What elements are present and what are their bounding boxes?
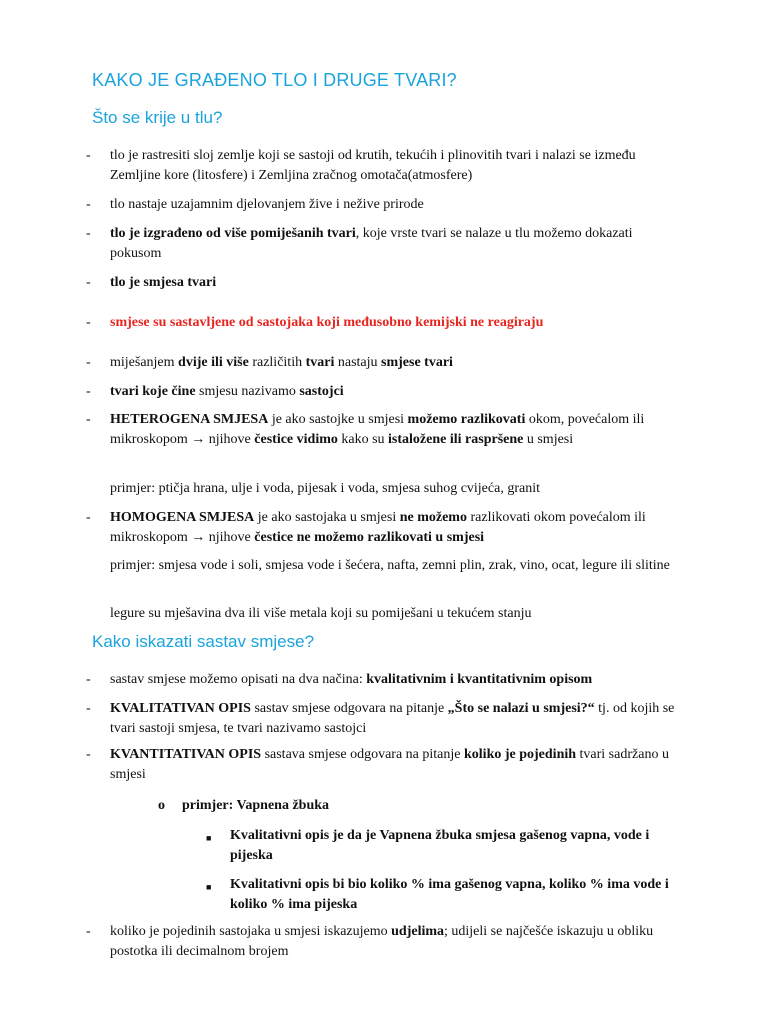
item-text bbox=[110, 382, 686, 402]
item-text: tlo nastaje uzajamnim djelovanjem žive i nežive prirode bbox=[110, 197, 424, 212]
dash-bullet: - bbox=[86, 672, 91, 687]
bold-phrase: tvari koje čine bbox=[110, 384, 196, 399]
list-item bbox=[86, 922, 686, 962]
item-text bbox=[110, 745, 686, 785]
dash-bullet: - bbox=[86, 197, 91, 212]
dash-bullet: - bbox=[86, 412, 91, 427]
item-text bbox=[110, 699, 686, 739]
text-run: tj. od kojih se tvari sastoji smjesa, te tvari nazivamo sastojci bbox=[110, 701, 675, 736]
bold-phrase: „Što se nalazi u smjesi?“ bbox=[447, 701, 595, 716]
bold-phrase: čestice vidimo bbox=[254, 432, 338, 447]
section-heading-sastav: Kako iskazati sastav smjese? bbox=[92, 632, 315, 651]
item-text bbox=[110, 922, 686, 962]
term-kvantitativan: KVANTITATIVAN OPIS bbox=[110, 747, 262, 762]
list-item bbox=[86, 353, 686, 373]
item-text bbox=[110, 670, 686, 690]
page-title: KAKO JE GRAĐENO TLO I DRUGE TVARI? bbox=[92, 70, 457, 90]
dash-bullet: - bbox=[86, 924, 91, 939]
text-run: okom, povećalom ili mikroskopom bbox=[110, 412, 645, 447]
text-run: u smjesi bbox=[523, 432, 574, 447]
text-run: njihove bbox=[205, 432, 255, 447]
text-run: sastav smjese odgovara na pitanje bbox=[250, 701, 448, 716]
sub-list-item bbox=[158, 796, 678, 816]
term-kvalitativan: KVALITATIVAN OPIS bbox=[110, 701, 251, 716]
square-bullet: ■ bbox=[206, 882, 212, 892]
text-run: je ako sastojaka u smjesi bbox=[254, 510, 400, 525]
item-text bbox=[110, 410, 686, 450]
list-item bbox=[86, 195, 686, 215]
item-text bbox=[110, 508, 686, 548]
dash-bullet: - bbox=[86, 226, 91, 241]
item-text bbox=[110, 353, 686, 373]
text-run: kako su bbox=[337, 432, 389, 447]
arrow-right-icon: → bbox=[191, 530, 206, 545]
term-homogena: HOMOGENA SMJESA bbox=[110, 510, 255, 525]
list-item bbox=[86, 313, 686, 333]
item-text: Kvalitativni opis bi bio koliko % ima gašenog vapna, koliko % ima vode i koliko % ima pijeska bbox=[230, 877, 669, 912]
bold-phrase: tlo je smjesa tvari bbox=[110, 275, 217, 290]
item-text: primjer: Vapnena žbuka bbox=[182, 798, 330, 813]
dash-bullet: - bbox=[86, 701, 91, 716]
bold-phrase: dvije ili više bbox=[178, 355, 249, 370]
dash-bullet: - bbox=[86, 148, 91, 163]
list-item bbox=[86, 273, 686, 293]
text-run: sastav smjese možemo opisati na dva načina: bbox=[110, 672, 367, 687]
text-run: koliko je pojedinih sastojaka u smjesi iskazujemo bbox=[110, 924, 392, 939]
red-bold-phrase: smjese su sastavljene od sastojaka koji međusobno kemijski ne reagiraju bbox=[110, 315, 544, 330]
text-run: tvari sadržano u smjesi bbox=[110, 747, 669, 782]
bold-phrase: istaložene ili raspršene bbox=[388, 432, 524, 447]
list-item-homogena bbox=[86, 508, 686, 548]
item-text: tlo je rastresiti sloj zemlje koji se sastoji od krutih, tekućih i plinovitih tvari i nalazi se između Zemljine kore (litosfere) i Zemljina zračnog omotača(atmosfere) bbox=[110, 148, 636, 183]
list-item bbox=[86, 382, 686, 402]
bold-phrase: kvalitativnim i kvantitativnim opisom bbox=[366, 672, 593, 687]
text-run: razlikovati okom povećalom ili mikroskopom bbox=[110, 510, 646, 545]
item-text bbox=[110, 273, 686, 293]
item-text-rest: , koje vrste tvari se nalaze u tlu možemo dokazati pokusom bbox=[110, 226, 633, 261]
dash-bullet: - bbox=[86, 384, 91, 399]
bold-phrase: udjelima bbox=[391, 924, 445, 939]
dash-bullet: - bbox=[86, 510, 91, 525]
bold-phrase: koliko je pojedinih bbox=[464, 747, 577, 762]
bold-phrase: možemo razlikovati bbox=[407, 412, 526, 427]
list-item bbox=[86, 224, 686, 264]
square-bullet: ■ bbox=[206, 833, 212, 843]
example-text: primjer: ptičja hrana, ulje i voda, pijesak i voda, smjesa suhog cvijeća, granit bbox=[110, 481, 540, 496]
example-text: primjer: smjesa vode i soli, smjesa vode i šećera, nafta, zemni plin, zrak, vino, ocat, legure ili slitine bbox=[110, 558, 670, 573]
bold-phrase: ne možemo bbox=[399, 510, 467, 525]
bold-phrase: tlo je izgrađeno od više pomiješanih tvari bbox=[110, 226, 356, 241]
circle-bullet: o bbox=[158, 798, 165, 813]
item-text: Kvalitativni opis je da je Vapnena žbuka smjesa gašenog vapna, vode i pijeska bbox=[230, 828, 650, 863]
bold-phrase: sastojci bbox=[299, 384, 344, 399]
list-item-heterogena bbox=[86, 410, 686, 450]
highlighted-statement bbox=[110, 313, 686, 333]
text-run: njihove bbox=[205, 530, 255, 545]
dash-bullet: - bbox=[86, 315, 91, 330]
dash-bullet: - bbox=[86, 275, 91, 290]
text-run: je ako sastojke u smjesi bbox=[268, 412, 408, 427]
section-heading-tlo: Što se krije u tlu? bbox=[92, 108, 223, 127]
list-item-kvantitativan bbox=[86, 745, 686, 785]
text-run: ; udijeli se najčešće iskazuju u obliku postotka ili decimalnom brojem bbox=[110, 924, 654, 959]
arrow-right-icon: → bbox=[191, 432, 206, 447]
term-heterogena: HETEROGENA SMJESA bbox=[110, 412, 269, 427]
dash-bullet: - bbox=[86, 355, 91, 370]
text-run: miješanjem bbox=[110, 355, 179, 370]
bold-phrase: smjese tvari bbox=[381, 355, 453, 370]
text-run: nastaju bbox=[334, 355, 382, 370]
sub-sub-list-item bbox=[206, 875, 686, 915]
list-item bbox=[86, 670, 686, 690]
text-run: različitih bbox=[248, 355, 306, 370]
text-run: sastava smjese odgovara na pitanje bbox=[261, 747, 464, 762]
item-text bbox=[110, 224, 686, 264]
note-text: legure su mješavina dva ili više metala koji su pomiješani u tekućem stanju bbox=[110, 606, 532, 621]
bold-phrase: tvari bbox=[305, 355, 335, 370]
sub-sub-list-item bbox=[206, 826, 686, 866]
bold-phrase: čestice ne možemo razlikovati u smjesi bbox=[254, 530, 485, 545]
list-item-kvalitativan bbox=[86, 699, 686, 739]
text-run: smjesu nazivamo bbox=[195, 384, 300, 399]
dash-bullet: - bbox=[86, 747, 91, 762]
list-item bbox=[86, 146, 686, 186]
